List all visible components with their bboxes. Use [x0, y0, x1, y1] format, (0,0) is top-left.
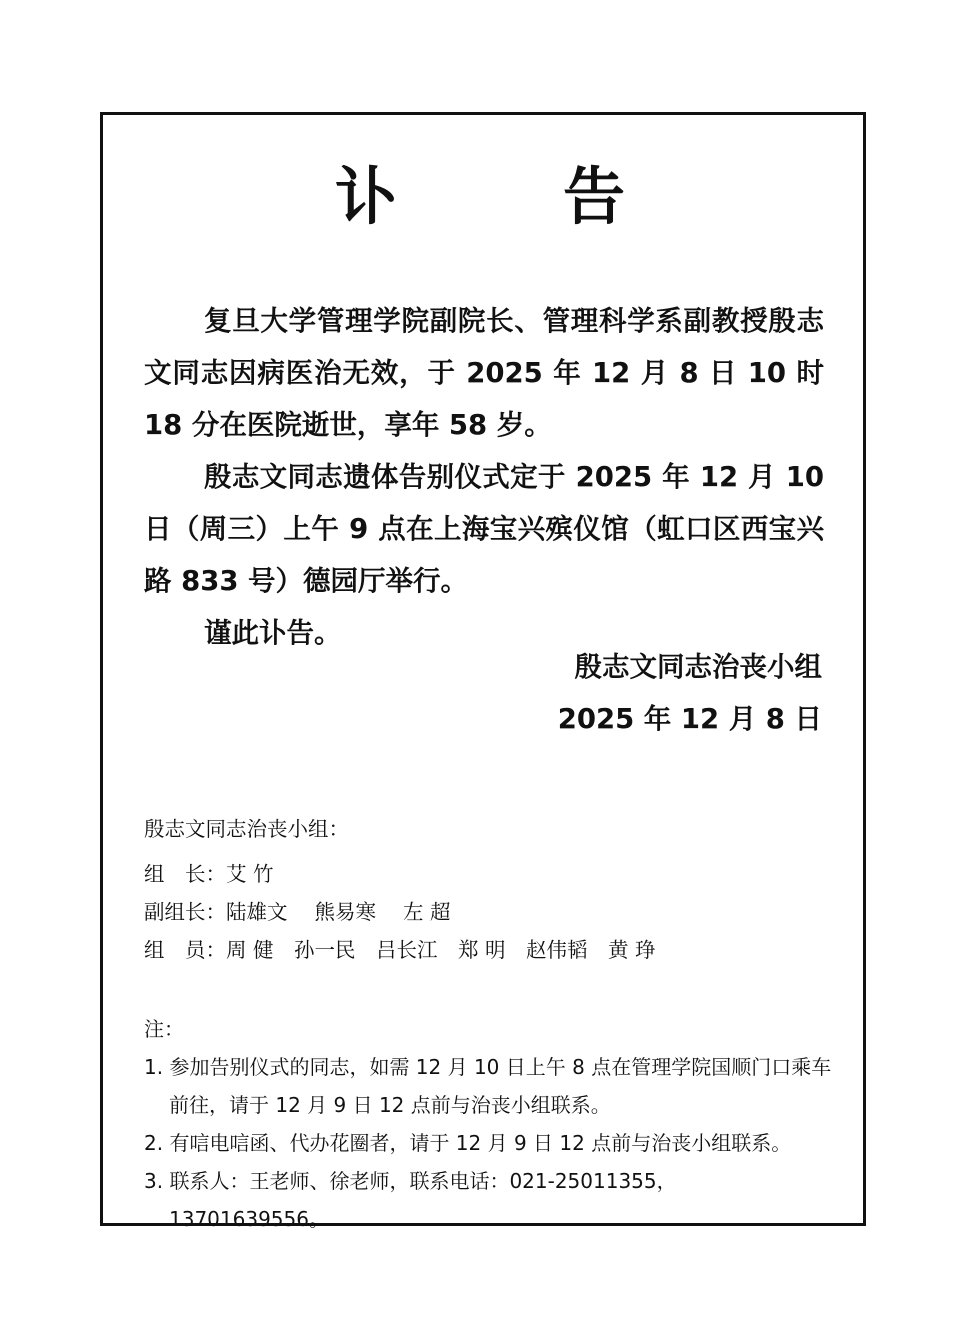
committee-list	[144, 810, 656, 969]
note-item-1: 1. 参加告别仪式的同志，如需 12 月 10 日上午 8 点在管理学院国顺门口乘车前往，请于 12 月 9 日 12 点前与治丧小组联系。	[144, 1055, 832, 1117]
document-title: 讣 告	[334, 160, 677, 233]
signature-block	[558, 641, 822, 745]
note-item-2: 2. 有唁电唁函、代办花圈者，请于 12 月 9 日 12 点前与治丧小组联系。	[144, 1131, 792, 1155]
committee-members: 组 员：周 健 孙一民 吕长江 郑 明 赵伟韬 黄 琤	[144, 938, 656, 962]
committee-deputy-leaders: 副组长：陆雄文 熊易寒 左 超	[144, 900, 451, 924]
obituary-paragraph-ceremony: 殷志文同志遗体告别仪式定于 2025 年 12 月 10 日（周三）上午 9 点在上海宝兴殡仪馆（虹口区西宝兴路 833 号）德园厅举行。	[144, 461, 824, 597]
committee-leader: 组 长：艾 竹	[144, 862, 274, 886]
committee-heading: 殷志文同志治丧小组：	[144, 817, 349, 841]
notes-section	[144, 1010, 834, 1238]
signature-date: 2025 年 12 月 8 日	[557, 703, 822, 735]
note-item-3: 3. 联系人：王老师、徐老师，联系电话：021-25011355，13701639556。	[144, 1169, 677, 1231]
signature-organization: 殷志文同志治丧小组	[574, 651, 822, 683]
obituary-body	[144, 295, 824, 659]
notes-heading: 注：	[144, 1017, 184, 1041]
obituary-paragraph-death: 复旦大学管理学院副院长、管理科学系副教授殷志文同志因病医治无效，于 2025 年 12 月 8 日 10 时 18 分在医院逝世，享年 58 岁。	[144, 305, 824, 441]
obituary-paragraph-closing: 谨此讣告。	[204, 617, 342, 649]
